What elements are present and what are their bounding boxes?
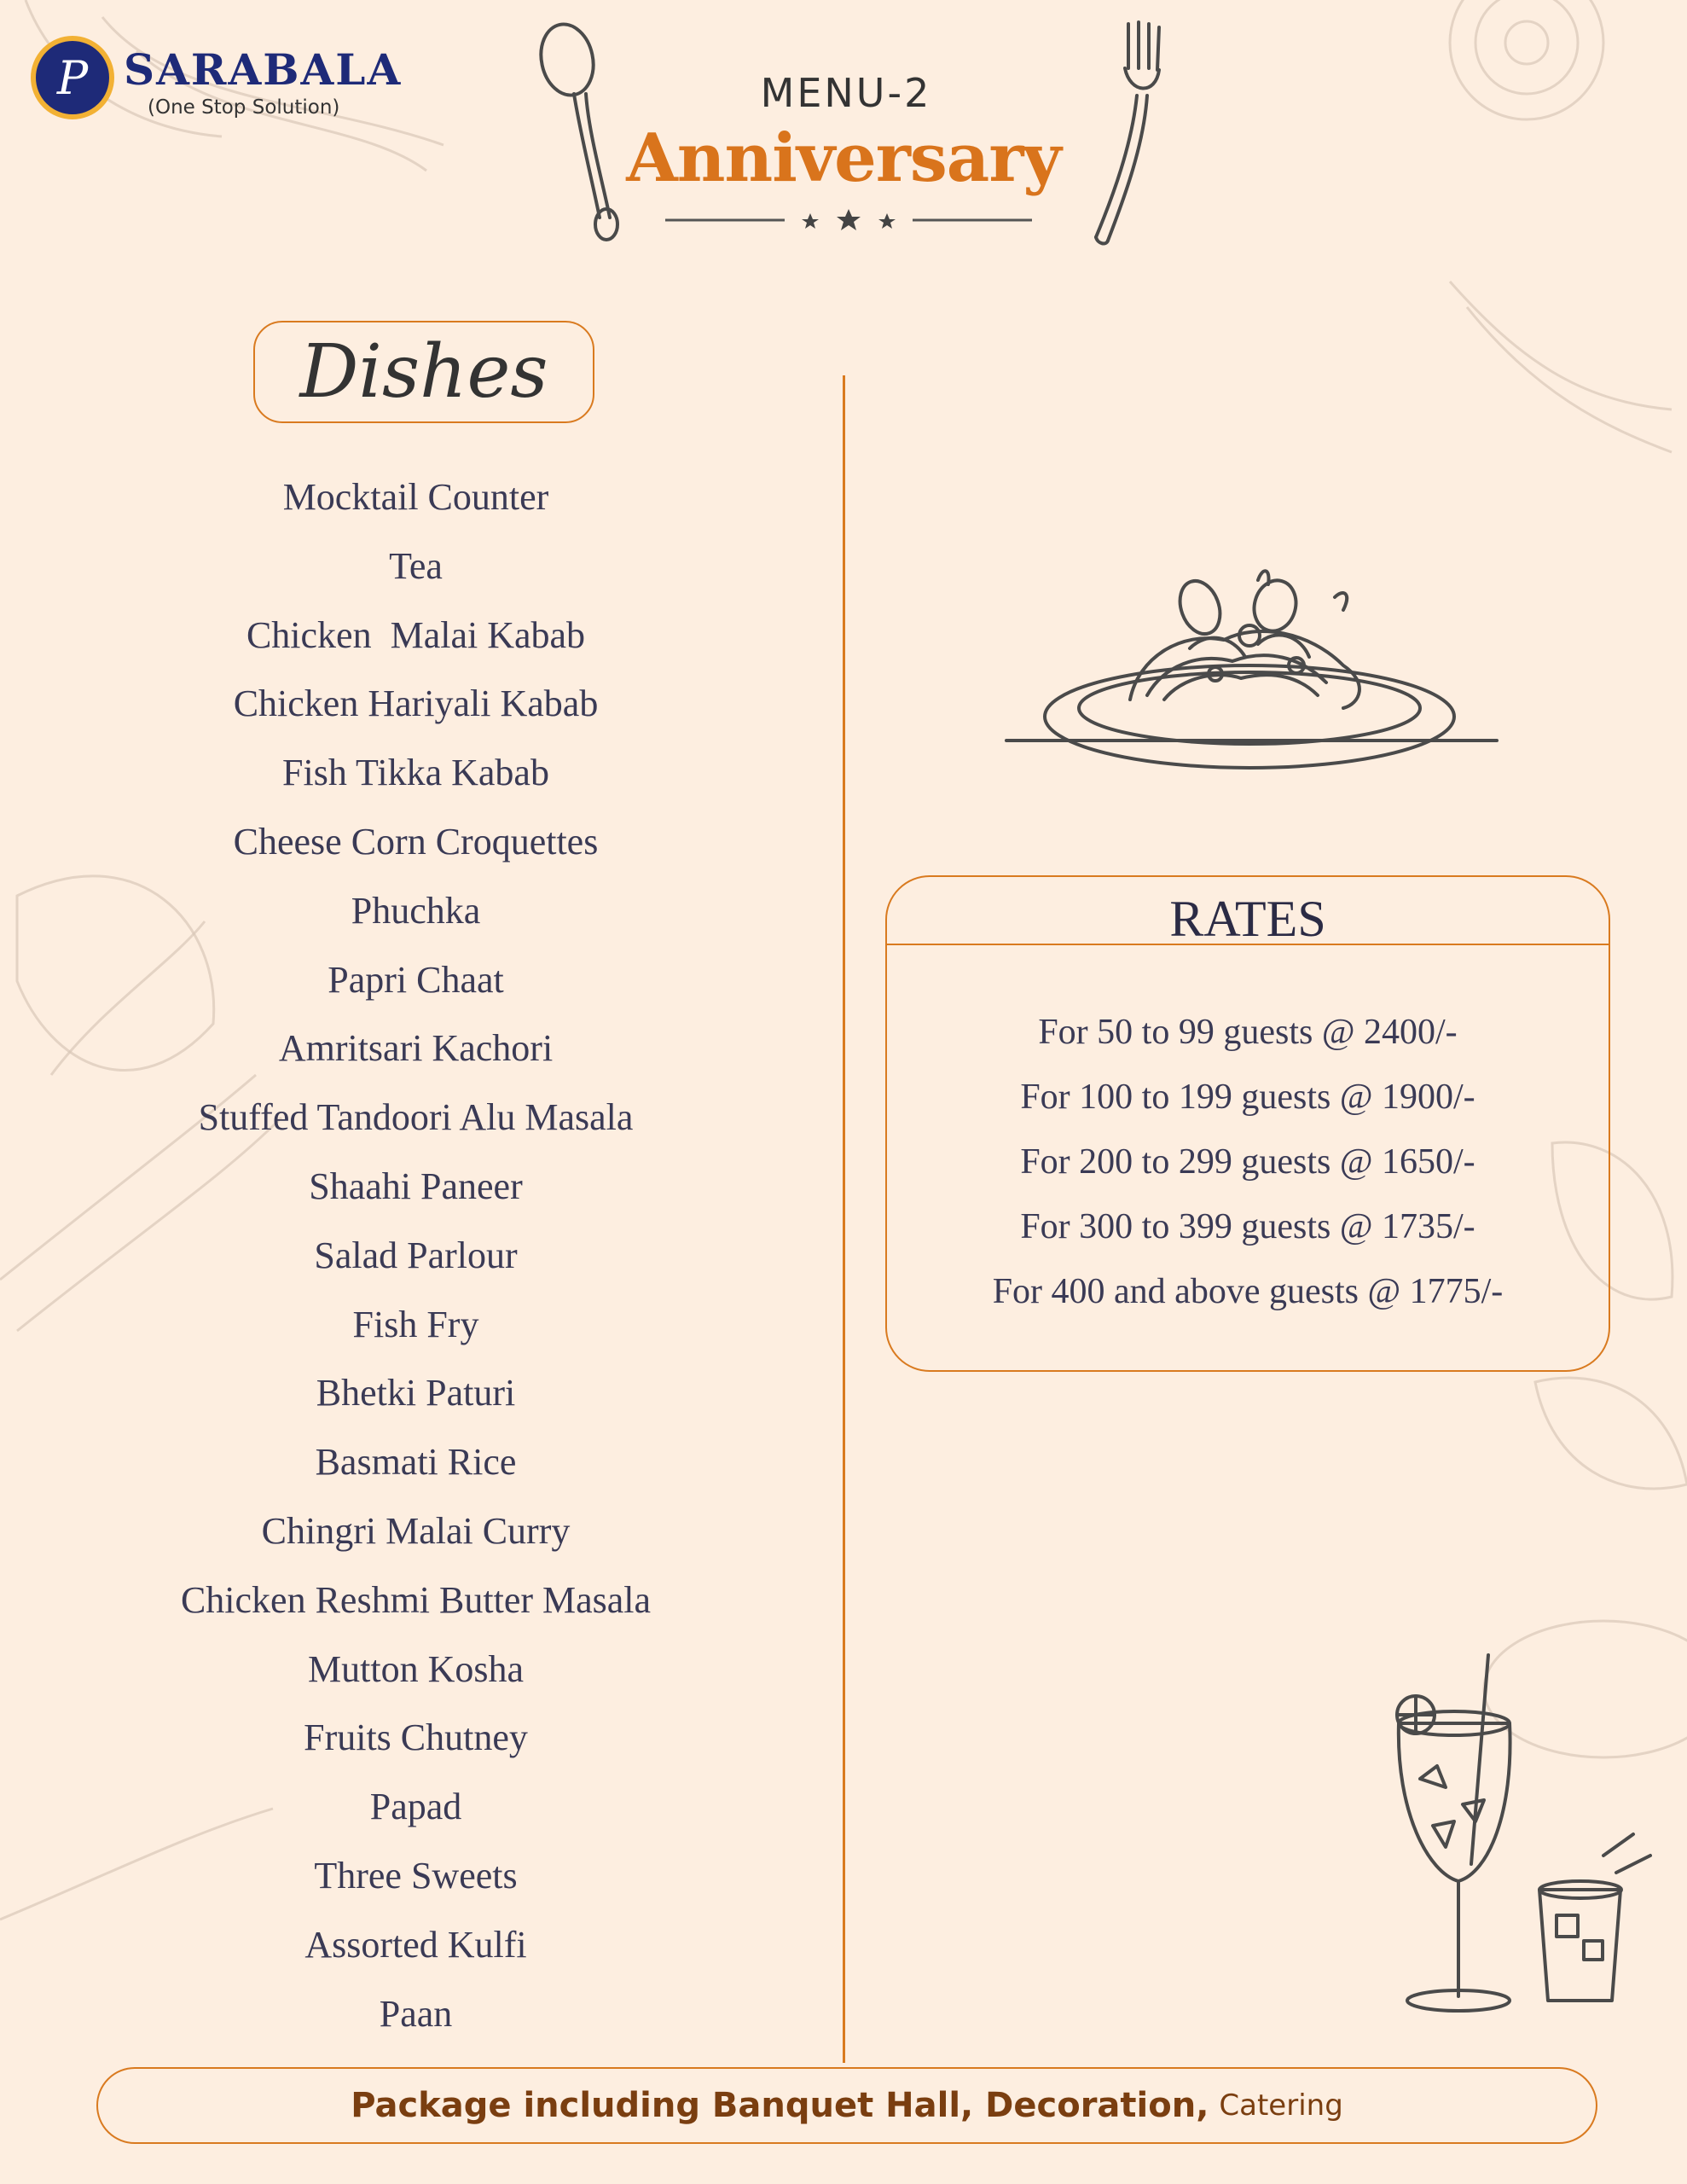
- pasta-plate-icon: [1002, 555, 1501, 785]
- rate-item: For 50 to 99 guests @ 2400/-: [1038, 1013, 1458, 1052]
- rate-item: For 100 to 199 guests @ 1900/-: [1020, 1077, 1475, 1117]
- star-icon: [802, 213, 819, 229]
- dish-item: Amritsari Kachori: [278, 1027, 554, 1070]
- brand-name: SARABALA: [124, 44, 403, 95]
- dish-item: Shaahi Paneer: [309, 1165, 523, 1207]
- dish-item: Phuchka: [351, 889, 481, 932]
- dish-item: Mutton Kosha: [308, 1647, 524, 1690]
- dish-item: Cheese Corn Croquettes: [233, 820, 599, 863]
- footer-text-small: Catering: [1219, 2088, 1343, 2123]
- menu-number: MENU-2: [760, 70, 932, 116]
- dish-item: Stuffed Tandoori Alu Masala: [198, 1096, 634, 1139]
- rate-item: For 400 and above guests @ 1775/-: [992, 1272, 1504, 1311]
- footer-text: Package including Banquet Hall, Decoration,: [351, 2086, 1209, 2125]
- star-icon: [878, 213, 896, 229]
- dish-item: Salad Parlour: [314, 1234, 518, 1276]
- menu-title: Anniversary: [626, 119, 1061, 197]
- dish-item: Mocktail Counter: [282, 476, 549, 518]
- star-icon: [837, 209, 861, 230]
- logo-letter: P: [56, 50, 89, 105]
- dish-item: Fruits Chutney: [304, 1716, 528, 1759]
- dish-item: Tea: [389, 544, 443, 587]
- dish-item: Assorted Kulfi: [304, 1923, 527, 1966]
- dish-item: Three Sweets: [314, 1854, 518, 1896]
- dish-item: Paan: [379, 1992, 453, 2035]
- column-divider: [843, 375, 845, 2063]
- rates-list: [887, 1000, 1609, 1324]
- package-footer: [96, 2067, 1597, 2144]
- dish-item: Fish Tikka Kabab: [282, 752, 549, 794]
- title-ornament: [665, 205, 1032, 235]
- dishes-heading: Dishes: [253, 321, 594, 423]
- dish-item: Bhetki Paturi: [316, 1372, 516, 1414]
- dish-item: Fish Fry: [352, 1303, 479, 1345]
- rates-heading: RATES: [887, 877, 1609, 945]
- dish-list: [68, 468, 763, 2053]
- brand-tagline: (One Stop Solution): [148, 96, 340, 119]
- dish-item: Chicken Malai Kabab: [246, 613, 586, 656]
- dish-item: Papad: [369, 1786, 462, 1828]
- rate-item: For 200 to 299 guests @ 1650/-: [1020, 1142, 1475, 1182]
- dish-item: Chingri Malai Curry: [261, 1509, 571, 1552]
- dish-item: Chicken Hariyali Kabab: [233, 682, 599, 725]
- dish-item: Chicken Reshmi Butter Masala: [180, 1578, 652, 1621]
- drinks-icon: [1386, 1642, 1655, 2018]
- dish-item: Papri Chaat: [328, 958, 504, 1001]
- rate-item: For 300 to 399 guests @ 1735/-: [1020, 1207, 1475, 1246]
- dish-item: Basmati Rice: [315, 1441, 517, 1484]
- rates-card: [885, 875, 1610, 1372]
